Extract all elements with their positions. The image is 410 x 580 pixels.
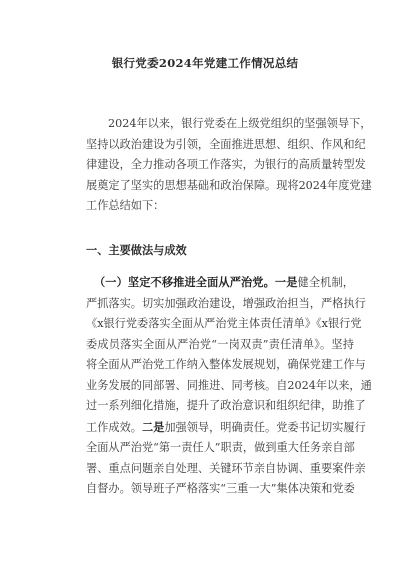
paragraph-text: 工作成效。 — [86, 420, 142, 434]
paragraph-line: 全面从严治党“第一责任人”职责，做到重大任务亲自部 — [86, 441, 355, 454]
paragraph-line: 自督办。领导班子严格落实“三重一大”集体决策和党委 — [86, 482, 355, 495]
intro-line: 2024年以来，银行党委在上级党组织的坚强领导下， — [108, 117, 372, 130]
document-title: 银行党委2024年党建工作情况总结 — [111, 56, 299, 70]
paragraph-line: 委成员落实全面从严治党“一岗双责”责任清单》。坚持 — [86, 337, 354, 351]
subheading-bold: （一）坚定不移推进全面从严治党。 — [94, 275, 275, 289]
paragraph-line: 署、重点问题亲自处理、关键环节亲自协调、重要案件亲 — [86, 461, 366, 475]
intro-line: 展奠定了坚实的思想基础和政治保障。现将2024年度党建 — [86, 178, 372, 192]
section-paragraph — [86, 272, 372, 500]
paragraph-line: 严抓落实。切实加强政治建设，增强政治担当，严格执行 — [86, 296, 366, 310]
paragraph-line: 将全面从严治党工作纳入整体发展规划，确保党建工作与 — [86, 358, 366, 371]
intro-line: 坚持以政治建设为引领，全面推进思想、组织、作风和纪 — [86, 137, 366, 151]
paragraph-line: 过一系列细化措施，提升了政治意识和组织纪律，助推了 — [86, 399, 366, 412]
paragraph-text: 健全机制， — [297, 276, 354, 289]
paragraph-text: 加强领导，明确责任。党委书记切实履行 — [164, 420, 366, 434]
intro-paragraph — [86, 114, 372, 217]
intro-line: 律建设，全力推动各项工作落实，为银行的高质量转型发 — [86, 158, 366, 171]
paragraph-line — [86, 272, 354, 294]
intro-line: 工作总结如下： — [86, 199, 165, 212]
paragraph-line — [86, 417, 366, 439]
point-marker-bold: 二是 — [141, 419, 165, 434]
paragraph-line: 《x银行党委落实全面从严治党主体责任清单》《x银行党 — [86, 317, 362, 330]
paragraph-line: 业务发展的同部署、同推进、同考核。自2024年以来，通 — [86, 378, 372, 392]
section-heading: 一、主要做法与成效 — [86, 243, 187, 257]
point-marker-bold: 一是 — [274, 275, 298, 289]
